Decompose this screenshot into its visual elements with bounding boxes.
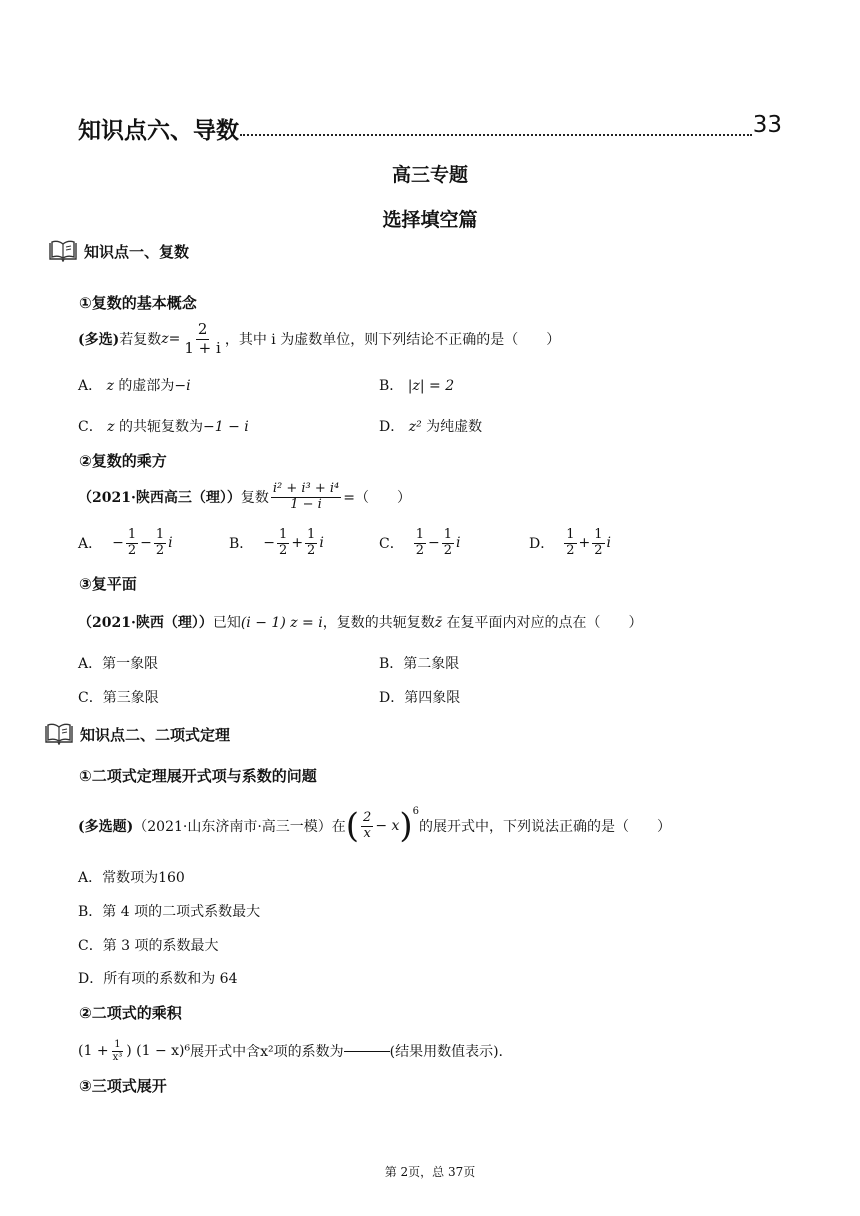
math-operator: − xyxy=(428,535,440,552)
option-a: A．常数项为160 xyxy=(78,870,185,886)
option-label: A． xyxy=(78,378,103,394)
math-expr: ) (1 − x)⁶ xyxy=(126,1043,191,1059)
open-book-icon xyxy=(48,240,78,262)
math-expr: |z| = 2 xyxy=(407,378,455,394)
math-var: i xyxy=(319,535,324,552)
math-var: z xyxy=(106,378,114,394)
option-a: A．第一象限 xyxy=(78,656,159,672)
option-label: A． xyxy=(78,536,103,553)
math-fraction xyxy=(305,528,317,559)
question-text: =（ ） xyxy=(343,490,411,506)
question-tag: (多选题) xyxy=(78,819,134,835)
question-tag: (多选) xyxy=(78,332,120,348)
fraction-denominator: 2 xyxy=(279,542,288,558)
math-var: z̄ xyxy=(434,615,443,631)
option-a xyxy=(78,528,173,559)
question-source: （2021·陕西（理）） xyxy=(78,615,213,631)
math-exponent: 6 xyxy=(412,806,420,817)
option-label: D． xyxy=(379,419,405,435)
fraction-denominator: 1 − i xyxy=(290,496,322,512)
option-label: C． xyxy=(78,419,103,435)
question-text: 的展开式中，下列说法正确的是（ ） xyxy=(419,819,672,835)
math-expr: −i xyxy=(174,378,191,394)
question-source: （2021·山东济南市·高三一模）在 xyxy=(133,819,346,835)
subsection-title: ①二项式定理展开式项与系数的问题 xyxy=(79,767,317,785)
math-fraction xyxy=(126,528,138,559)
question-text: 展开式中含x²项的系数为 xyxy=(190,1044,344,1060)
option-b xyxy=(229,528,324,559)
fraction-numerator: 2 xyxy=(363,809,372,825)
fraction-numerator: 1 xyxy=(415,527,424,542)
fraction-denominator: 2 xyxy=(594,542,603,558)
subsection-title: ③复平面 xyxy=(79,575,137,593)
question-source: （2021·陕西高三（理）） xyxy=(78,490,241,506)
option-text: 为纯虚数 xyxy=(421,419,483,435)
fraction-numerator: 1 xyxy=(594,527,603,542)
math-fraction xyxy=(592,528,604,559)
option-d xyxy=(379,416,482,436)
option-d: D．所有项的系数和为 64 xyxy=(78,971,238,987)
math-fraction xyxy=(154,528,166,559)
fraction-numerator: 1 xyxy=(279,527,288,542)
fraction-numerator: 1 xyxy=(114,1039,121,1050)
option-b xyxy=(379,375,454,395)
question-text: ，其中 i 为虚数单位，则下列结论不正确的是（ ） xyxy=(224,332,561,348)
math-var: i xyxy=(168,535,173,552)
fraction-denominator: 2 xyxy=(127,542,137,558)
option-a xyxy=(78,375,191,395)
option-d xyxy=(529,528,611,559)
fraction-denominator: 2 xyxy=(566,542,575,558)
subsection-title: ②复数的乘方 xyxy=(79,452,167,470)
fraction-numerator: 1 xyxy=(307,527,316,542)
math-var: i xyxy=(606,535,612,552)
question-1 xyxy=(78,318,560,360)
math-expr: z² xyxy=(408,419,422,435)
math-fraction xyxy=(564,528,576,559)
fraction-denominator: x xyxy=(363,825,371,841)
fraction-numerator: 1 xyxy=(155,527,165,542)
answer-blank[interactable] xyxy=(344,1051,390,1052)
toc-page-number: 33 xyxy=(752,112,782,138)
option-d: D．第四象限 xyxy=(379,690,461,706)
option-text: 的共轭复数为 xyxy=(114,419,204,435)
section-title: 知识点二、二项式定理 xyxy=(80,725,231,744)
option-label: D． xyxy=(529,536,555,553)
math-expr: (1 + xyxy=(78,1043,109,1059)
fraction-numerator: 1 xyxy=(443,527,453,542)
page-subtitle: 选择填空篇 xyxy=(382,209,478,231)
option-c xyxy=(78,416,249,436)
section-header-kp2 xyxy=(44,721,230,747)
toc-entry[interactable] xyxy=(78,112,782,146)
math-var: i xyxy=(456,535,461,552)
option-c: C．第 3 项的系数最大 xyxy=(78,938,219,954)
question-3 xyxy=(78,612,643,632)
question-text: 若复数 xyxy=(119,332,162,348)
question-text: 复数 xyxy=(240,490,269,506)
math-fraction xyxy=(182,321,222,357)
math-operator: + xyxy=(291,535,304,552)
question-text: ，复数的共轭复数 xyxy=(322,615,435,631)
question-4: (多选题) （2021·山东济南市·高三一模）在 ( $\frac{2}{x}$ − x ) 6 的展开式中，下列说法正确的是（ ） xyxy=(78,806,672,846)
subsection-title: ③三项式展开 xyxy=(79,1077,167,1095)
option-b: B．第 4 项的二项式系数最大 xyxy=(78,904,261,920)
math-fraction xyxy=(361,811,373,842)
subsection-title: ②二项式的乘积 xyxy=(79,1004,182,1022)
option-text: 的虚部为 xyxy=(113,378,175,394)
subsection-title: ①复数的基本概念 xyxy=(79,294,197,312)
option-c: C．第三象限 xyxy=(78,690,159,706)
option-label: C． xyxy=(379,536,404,553)
math-fraction xyxy=(271,482,341,513)
question-text: 在复平面内对应的点在（ ） xyxy=(442,615,643,631)
page-footer: 第 2页，总 37页 xyxy=(384,1165,476,1179)
section-title: 知识点一、复数 xyxy=(84,242,190,261)
math-var: z xyxy=(107,419,115,435)
page-title: 高三专题 xyxy=(391,164,468,186)
fraction-denominator: 1 + i xyxy=(184,338,221,357)
question-2 xyxy=(78,476,411,518)
option-label: B． xyxy=(379,378,404,394)
math-var: z xyxy=(161,331,169,347)
option-label: B． xyxy=(229,536,254,553)
option-c xyxy=(379,528,461,559)
math-operator: − xyxy=(140,535,152,552)
question-text: (结果用数值表示). xyxy=(389,1044,503,1060)
toc-leader-dots xyxy=(240,134,752,136)
fraction-denominator: 2 xyxy=(155,542,165,558)
question-5 xyxy=(78,1034,503,1068)
math-expr: −1 − i xyxy=(203,419,249,435)
math-expr: − x xyxy=(375,818,400,834)
math-fraction xyxy=(277,528,289,559)
fraction-denominator: x³ xyxy=(112,1051,123,1063)
math-fraction xyxy=(414,528,426,559)
fraction-numerator: 1 xyxy=(127,527,137,542)
fraction-denominator: 2 xyxy=(415,542,424,558)
fraction-denominator: 2 xyxy=(443,542,453,558)
question-text: 已知 xyxy=(212,615,241,631)
math-expr: (i − 1) z = i xyxy=(240,615,323,631)
fraction-numerator: i² + i³ + i⁴ xyxy=(272,480,340,496)
math-fraction xyxy=(442,528,454,559)
math-eq: = xyxy=(168,331,181,347)
math-sign: − xyxy=(263,535,276,552)
option-b: B．第二象限 xyxy=(379,656,460,672)
fraction-numerator: 2 xyxy=(197,320,208,339)
fraction-numerator: 1 xyxy=(566,527,575,542)
fraction-denominator: 2 xyxy=(307,542,316,558)
math-operator: + xyxy=(578,535,591,552)
section-header-kp1 xyxy=(48,238,189,264)
open-book-icon xyxy=(44,723,74,745)
toc-title: 知识点六、导数 xyxy=(78,118,239,144)
math-fraction xyxy=(111,1039,125,1063)
math-sign: − xyxy=(112,535,124,552)
